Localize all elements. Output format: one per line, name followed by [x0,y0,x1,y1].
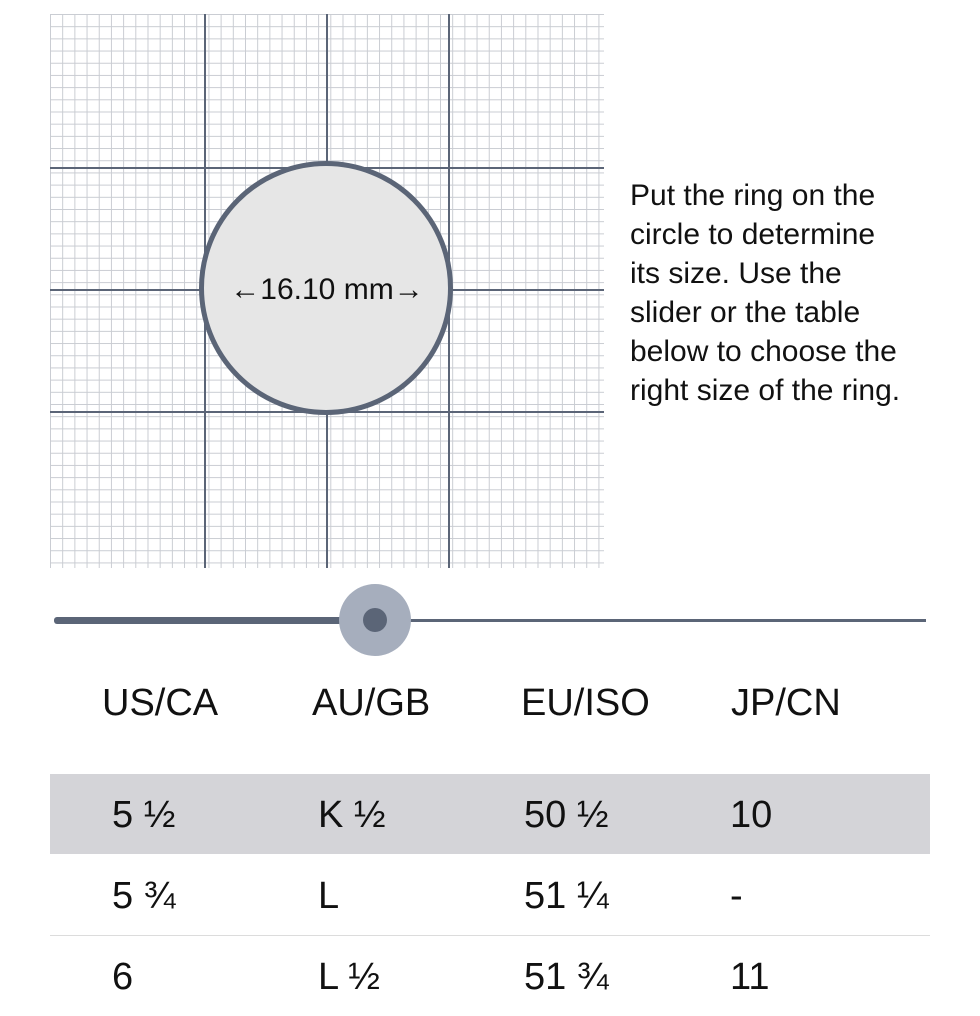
table-row-selected[interactable] [50,774,930,854]
cell-jp-cn: 11 [730,956,770,998]
cell-eu-iso: 51 ¾ [524,956,609,998]
column-header-eu-iso: EU/ISO [521,682,650,724]
table-row[interactable] [50,855,930,935]
cell-au-gb: L [318,875,340,917]
cell-us-ca: 6 [112,956,134,998]
cell-au-gb: L ½ [318,956,380,998]
arrow-right-icon: → [393,273,424,306]
column-header-us-ca: US/CA [102,682,219,724]
cell-jp-cn: - [730,875,743,917]
slider-thumb[interactable] [339,584,411,656]
column-header-au-gb: AU/GB [312,682,431,724]
instructions-line: circle to determine [630,218,876,251]
instructions-text [630,176,970,410]
cell-us-ca: 5 ¾ [112,875,176,917]
instructions-line: below to choose the [630,335,897,368]
instructions-line: its size. Use the [630,257,842,290]
column-header-jp-cn: JP/CN [731,682,841,724]
table-row[interactable] [50,936,930,1016]
cell-jp-cn: 10 [730,794,773,836]
cell-eu-iso: 51 ¼ [524,875,609,917]
cell-eu-iso: 50 ½ [524,794,609,836]
instructions-line: right size of the ring. [630,374,901,407]
slider-thumb-dot [363,608,387,632]
slider-track-filled[interactable] [54,617,376,624]
diameter-value: 16.10 mm [260,273,394,306]
instructions-line: slider or the table [630,296,861,329]
diameter-measurement [205,273,449,307]
measuring-grid [50,14,604,568]
cell-us-ca: 5 ½ [112,794,176,836]
cell-au-gb: K ½ [318,794,386,836]
instructions-line: Put the ring on the [630,179,876,212]
slider-track[interactable] [376,619,926,622]
arrow-left-icon: ← [230,273,261,306]
